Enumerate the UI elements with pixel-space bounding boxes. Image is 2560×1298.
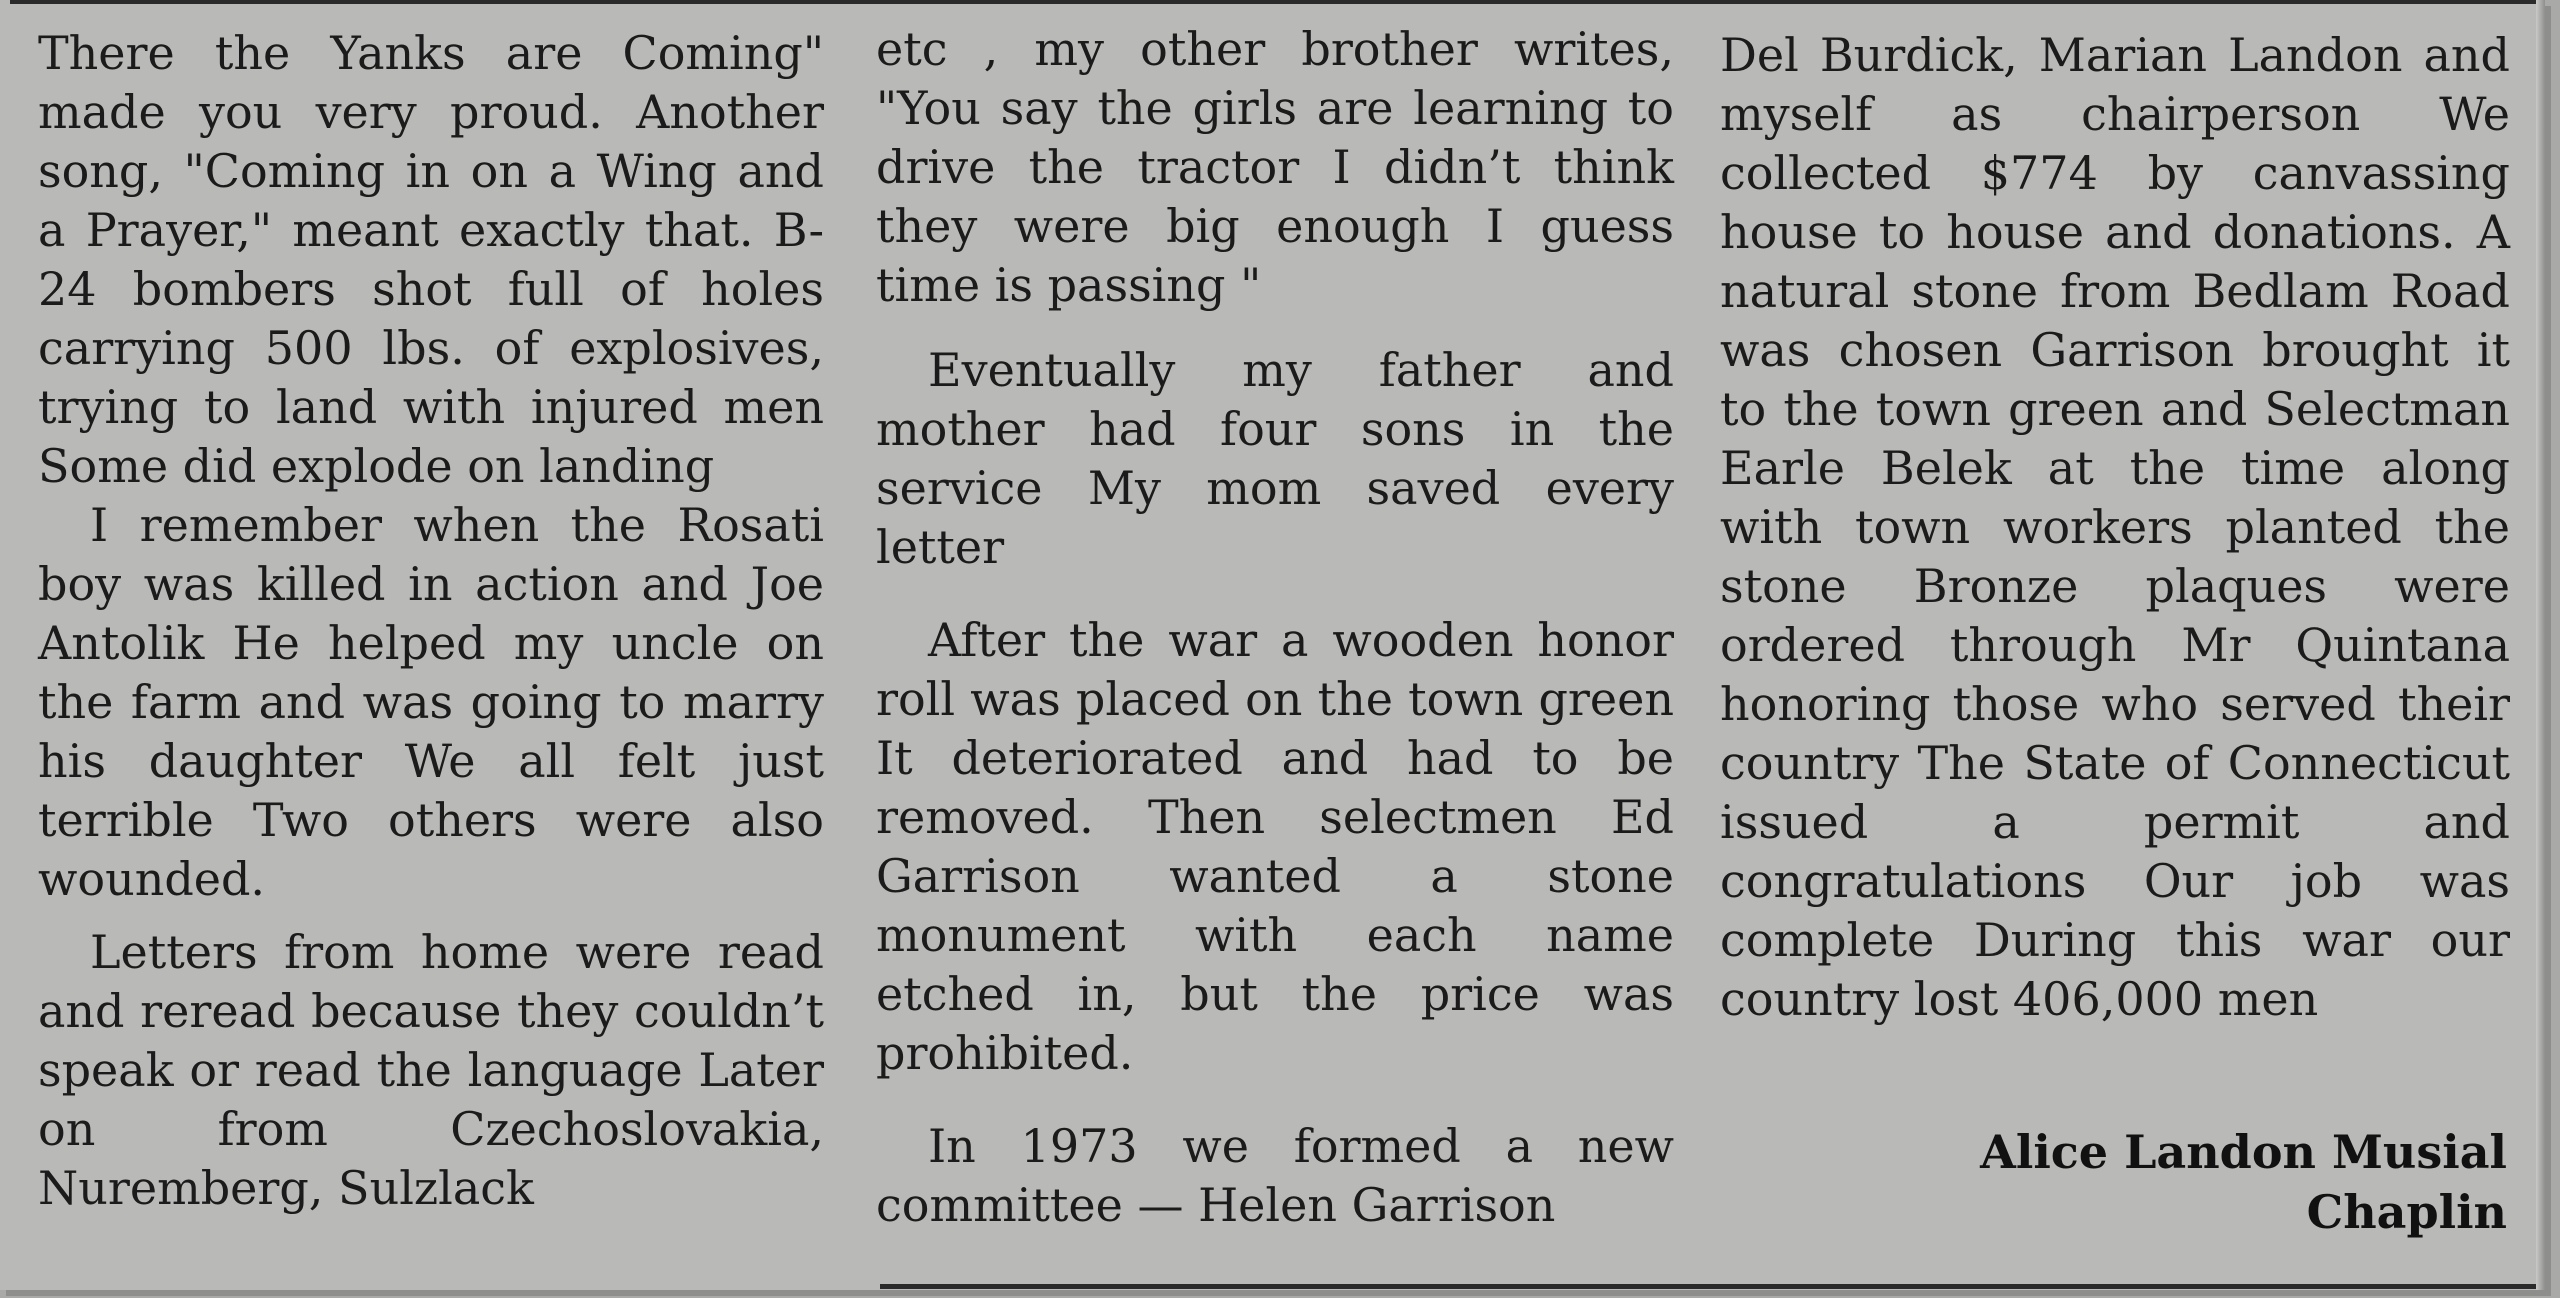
paragraph: In 1973 we formed a new committee — Helen Garrison <box>876 1119 1674 1232</box>
author-name: Alice Landon Musial <box>1980 1125 2507 1179</box>
paragraph: Del Burdick, Marian Landon and myself as chairperson We collected $774 by canvassing house to house and donations. A natural stone from Bedlam Road was chosen Garrison brought it to the town green and Selectman Earle Belek at the time along with town workers planted the stone Bronze plaques were ordered through Mr Quintana honoring those who served their country The State of Connecticut issued a permit and congratulations Our job was complete During this war our country lost 406,000 men <box>1720 28 2510 1026</box>
paragraph: I remember when the Rosati boy was killed in action and Joe Antolik He helped my uncle on the farm and was going to marry his daughter We all felt just terrible Two others were also wounded. <box>38 498 824 906</box>
paragraph: Eventually my father and mother had four sons in the service My mom saved every letter <box>876 343 1674 574</box>
text-column-1 <box>38 24 824 1218</box>
text-column-2 <box>876 20 1674 1235</box>
bottom-rule <box>880 1284 2545 1289</box>
paper-fold-edge <box>2536 0 2545 1290</box>
paragraph: After the war a wooden honor roll was placed on the town green It deteriorated and had to be removed. Then selectmen Ed Garrison wanted a stone monument with each name etched in, but the price was prohibited. <box>876 613 1674 1080</box>
author-title: Chaplin <box>2306 1185 2507 1239</box>
author-signature <box>1807 1122 2507 1242</box>
paragraph: There the Yanks are Coming" made you very proud. Another song, "Coming in on a Wing and a Prayer," meant exactly that. B-24 bombers shot full of holes carrying 500 lbs. of explosives, trying to land with injured men Some did explode on landing <box>38 26 824 493</box>
paragraph: etc , my other brother writes, "You say the girls are learning to drive the tractor I didn’t think they were big enough I guess time is passing " <box>876 22 1674 312</box>
paragraph: Letters from home were read and reread because they couldn’t speak or read the language Later on from Czechoslovakia, Nuremberg, Sulzlack <box>38 925 824 1215</box>
top-rule <box>10 0 2545 4</box>
text-column-3 <box>1720 26 2510 1029</box>
